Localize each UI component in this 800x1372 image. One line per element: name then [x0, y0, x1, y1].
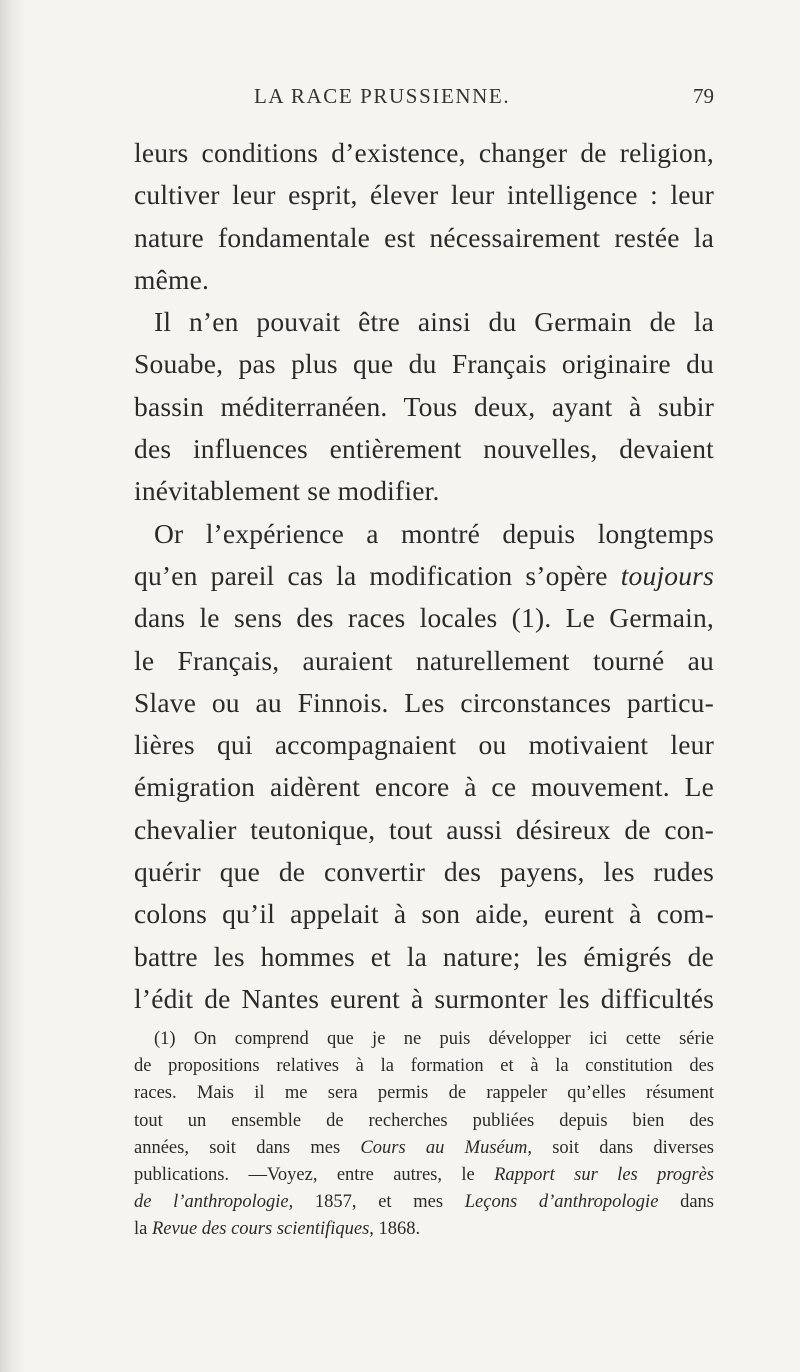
- footnote-line: [134, 1162, 714, 1189]
- text-line: dans le sens des races locales (1). Le Germain,: [134, 602, 714, 634]
- text-line: l’édit de Nantes eurent à surmonter les difficultés: [134, 982, 714, 1014]
- citation-title: de l’anthropologie: [134, 1192, 289, 1213]
- paragraph-start-line: Or l’expérience a montré depuis longtemps: [154, 517, 714, 549]
- text-line: inévitablement se modifier.: [134, 475, 440, 507]
- emphasis-toujours: toujours: [620, 559, 714, 591]
- running-head: [134, 84, 714, 116]
- footnote-line: tout un ensemble de recherches publiées depuis bien des: [134, 1110, 714, 1131]
- text-run: années, soit dans mes: [134, 1137, 361, 1158]
- citation-title: Cours au Muséum: [360, 1137, 528, 1158]
- paragraph-start-line: Il n’en pouvait être ainsi du Germain de la: [154, 306, 714, 338]
- main-text: [134, 132, 714, 1020]
- text-run: publications. —Voyez, entre autres, le: [134, 1164, 495, 1185]
- text-line: cultiver leur esprit, élever leur intelligence : leur: [134, 179, 714, 211]
- text-line: même.: [134, 263, 210, 295]
- text-line: émigration aidèrent encore à ce mouvement. Le: [134, 771, 714, 803]
- text-line: le Français, auraient naturellement tourné au: [134, 644, 714, 676]
- citation-title: Leçons d’anthropologie: [464, 1192, 659, 1213]
- text-line: chevalier teutonique, tout aussi désireux de con-: [134, 813, 714, 845]
- text-line: bassin méditerranéen. Tous deux, ayant à subir: [134, 390, 714, 422]
- page-number: 79: [693, 84, 714, 108]
- text-run: la: [134, 1219, 152, 1240]
- running-title: LA RACE PRUSSIENNE.: [254, 84, 511, 108]
- text-run: , soit dans diverses: [527, 1137, 715, 1158]
- text-line: Slave ou au Finnois. Les circonstances particu-: [134, 686, 714, 718]
- footnote-line: de propositions relatives à la formation et à la constitution des: [134, 1056, 714, 1077]
- text-line: quérir que de convertir des payens, les rudes: [134, 856, 714, 888]
- footnote-line: races. Mais il me sera permis de rappeler qu’elles résument: [134, 1083, 714, 1104]
- text-line: Souabe, pas plus que du Français originaire du: [134, 348, 714, 380]
- text-run: , 1868.: [369, 1219, 421, 1240]
- footnote: [134, 1026, 714, 1244]
- citation-title: Rapport sur les progrès: [494, 1164, 714, 1185]
- text-line: colons qu’il appelait à son aide, eurent à com-: [134, 898, 714, 930]
- text-line: des influences entièrement nouvelles, devaient: [134, 433, 714, 465]
- text-line: [134, 555, 714, 597]
- text-line: battre les hommes et la nature; les émigrés de: [134, 940, 714, 972]
- text-line: nature fondamentale est nécessairement restée la: [134, 221, 714, 253]
- footnote-line: [134, 1189, 714, 1216]
- footnote-line: [134, 1216, 714, 1243]
- text-line: leurs conditions d’existence, changer de religion,: [134, 137, 714, 168]
- citation-title: Revue des cours scientifiques: [151, 1219, 370, 1240]
- text-run: dans: [658, 1192, 715, 1213]
- text-run: qu’en pareil cas la modification s’opère: [134, 559, 621, 591]
- text-line: lières qui accompagnaient ou motivaient leur: [134, 729, 714, 761]
- text-run: , 1857, et mes: [288, 1192, 465, 1213]
- footnote-line: (1) On comprend que je ne puis développer ici cette série: [154, 1029, 714, 1049]
- footnote-line: [134, 1135, 714, 1162]
